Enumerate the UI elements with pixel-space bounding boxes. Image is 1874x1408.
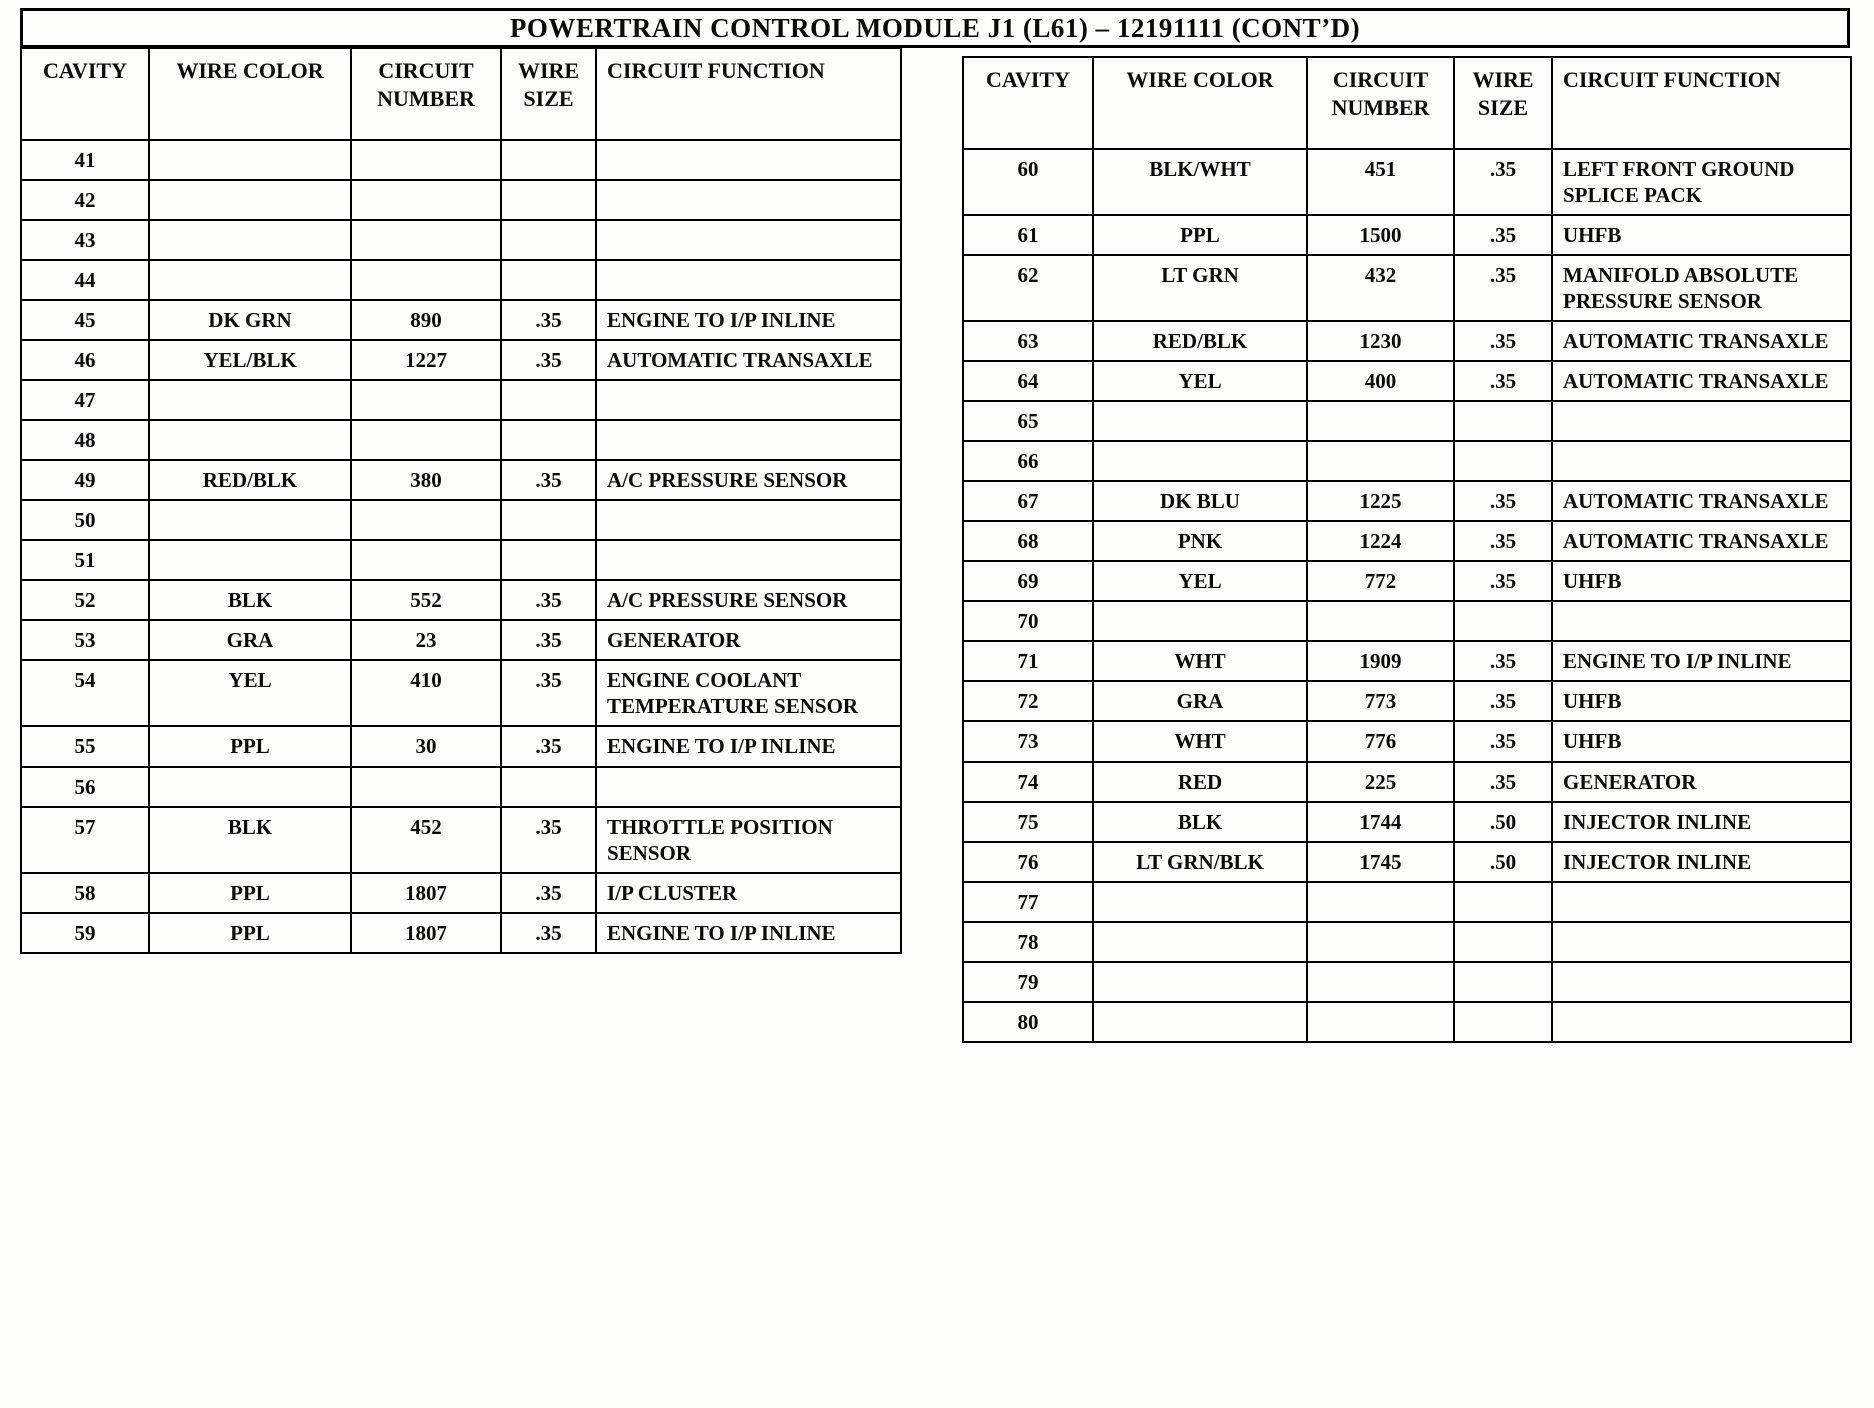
column-header: WIRE COLOR (1093, 57, 1307, 149)
cell-wire-size (501, 260, 596, 300)
cell-circuit-number: 772 (1307, 561, 1454, 601)
table-title: POWERTRAIN CONTROL MODULE J1 (L61) – 12191111 (CONT’D) (20, 8, 1850, 48)
cell-circuit-number: 1909 (1307, 641, 1454, 681)
cell-wire-size (1454, 922, 1552, 962)
cell-wire-color (149, 180, 351, 220)
cell-circuit-function: LEFT FRONT GROUND SPLICE PACK (1552, 149, 1851, 215)
cell-circuit-number (351, 140, 501, 180)
column-header: WIRE SIZE (1454, 57, 1552, 149)
cell-cavity: 61 (963, 215, 1093, 255)
table-row (963, 762, 1851, 802)
cell-circuit-number: 225 (1307, 762, 1454, 802)
table-row (21, 660, 901, 726)
table-row (21, 260, 901, 300)
table-row (963, 255, 1851, 321)
cell-circuit-function (596, 220, 901, 260)
table-row (963, 149, 1851, 215)
cell-circuit-function: THROTTLE POSITION SENSOR (596, 807, 901, 873)
cell-cavity: 46 (21, 340, 149, 380)
cell-wire-size: .35 (1454, 641, 1552, 681)
cell-wire-size: .50 (1454, 842, 1552, 882)
cell-wire-color: YEL/BLK (149, 340, 351, 380)
cell-circuit-number (1307, 1002, 1454, 1042)
cell-wire-size: .35 (501, 807, 596, 873)
cell-circuit-number: 1745 (1307, 842, 1454, 882)
cell-circuit-function (1552, 1002, 1851, 1042)
cell-circuit-function: I/P CLUSTER (596, 873, 901, 913)
table-row (21, 726, 901, 766)
cell-wire-size (501, 380, 596, 420)
cell-wire-color (149, 420, 351, 460)
cell-wire-color: PPL (149, 913, 351, 953)
cell-cavity: 56 (21, 767, 149, 807)
table-row (21, 620, 901, 660)
table-row (21, 180, 901, 220)
cell-circuit-number (1307, 922, 1454, 962)
cell-wire-size (501, 140, 596, 180)
cell-circuit-function: A/C PRESSURE SENSOR (596, 460, 901, 500)
cell-circuit-number: 1744 (1307, 802, 1454, 842)
cell-wire-size: .35 (1454, 721, 1552, 761)
cell-circuit-function: MANIFOLD ABSOLUTE PRESSURE SENSOR (1552, 255, 1851, 321)
cell-wire-color (149, 500, 351, 540)
cell-wire-size: .35 (501, 580, 596, 620)
cell-circuit-function: AUTOMATIC TRANSAXLE (596, 340, 901, 380)
cell-circuit-function: ENGINE TO I/P INLINE (596, 913, 901, 953)
cell-wire-color: PPL (149, 726, 351, 766)
cell-wire-color (1093, 922, 1307, 962)
cell-wire-size: .35 (501, 340, 596, 380)
cell-circuit-function: GENERATOR (1552, 762, 1851, 802)
cell-circuit-number (1307, 441, 1454, 481)
cell-wire-size (1454, 601, 1552, 641)
cell-circuit-function: UHFB (1552, 681, 1851, 721)
column-header: CIRCUIT NUMBER (351, 48, 501, 140)
cell-wire-size (1454, 1002, 1552, 1042)
cell-circuit-function: ENGINE TO I/P INLINE (596, 726, 901, 766)
cell-cavity: 74 (963, 762, 1093, 802)
cell-circuit-function: INJECTOR INLINE (1552, 842, 1851, 882)
cell-circuit-function: AUTOMATIC TRANSAXLE (1552, 361, 1851, 401)
cell-circuit-number: 776 (1307, 721, 1454, 761)
cell-cavity: 47 (21, 380, 149, 420)
cell-circuit-function: ENGINE COOLANT TEMPERATURE SENSOR (596, 660, 901, 726)
cell-circuit-number (1307, 882, 1454, 922)
cell-circuit-function (1552, 441, 1851, 481)
cell-cavity: 63 (963, 321, 1093, 361)
cell-circuit-number: 773 (1307, 681, 1454, 721)
cell-wire-color: GRA (1093, 681, 1307, 721)
cell-cavity: 53 (21, 620, 149, 660)
table-row (963, 601, 1851, 641)
table-row (21, 540, 901, 580)
cell-circuit-number (1307, 601, 1454, 641)
cell-circuit-number (1307, 962, 1454, 1002)
cell-wire-color (1093, 401, 1307, 441)
cell-cavity: 77 (963, 882, 1093, 922)
cell-cavity: 66 (963, 441, 1093, 481)
cell-wire-color: YEL (1093, 361, 1307, 401)
cell-circuit-number: 410 (351, 660, 501, 726)
cell-wire-size (501, 180, 596, 220)
cell-circuit-function: UHFB (1552, 721, 1851, 761)
header-row (963, 57, 1851, 149)
cell-circuit-function: ENGINE TO I/P INLINE (596, 300, 901, 340)
cell-circuit-number: 1230 (1307, 321, 1454, 361)
cell-circuit-number: 890 (351, 300, 501, 340)
cell-cavity: 57 (21, 807, 149, 873)
table-row (21, 807, 901, 873)
cell-wire-color (1093, 441, 1307, 481)
cell-wire-size: .35 (1454, 255, 1552, 321)
column-header: WIRE SIZE (501, 48, 596, 140)
cell-circuit-number: 432 (1307, 255, 1454, 321)
cell-wire-color: PPL (149, 873, 351, 913)
cell-cavity: 75 (963, 802, 1093, 842)
cell-circuit-function (596, 260, 901, 300)
cell-cavity: 45 (21, 300, 149, 340)
cell-wire-size: .35 (501, 620, 596, 660)
cell-wire-color: WHT (1093, 721, 1307, 761)
cell-wire-size: .35 (501, 873, 596, 913)
cell-circuit-function (596, 500, 901, 540)
cell-circuit-number: 1225 (1307, 481, 1454, 521)
table-row (21, 340, 901, 380)
cell-wire-size: .35 (1454, 681, 1552, 721)
table-row (963, 561, 1851, 601)
cell-wire-size: .35 (1454, 481, 1552, 521)
cell-wire-size (501, 220, 596, 260)
cell-circuit-number: 380 (351, 460, 501, 500)
column-header: CIRCUIT FUNCTION (596, 48, 901, 140)
cell-circuit-function: AUTOMATIC TRANSAXLE (1552, 321, 1851, 361)
cell-cavity: 60 (963, 149, 1093, 215)
cell-wire-color (149, 767, 351, 807)
cell-wire-color: PNK (1093, 521, 1307, 561)
cell-wire-size: .50 (1454, 802, 1552, 842)
cell-wire-color: BLK/WHT (1093, 149, 1307, 215)
cell-wire-size: .35 (501, 913, 596, 953)
cell-wire-color: RED (1093, 762, 1307, 802)
table-row (963, 681, 1851, 721)
cell-cavity: 52 (21, 580, 149, 620)
cell-circuit-function (596, 180, 901, 220)
cell-circuit-function (596, 540, 901, 580)
cell-circuit-number (351, 380, 501, 420)
cell-circuit-number: 30 (351, 726, 501, 766)
cell-wire-size: .35 (1454, 149, 1552, 215)
table-row (21, 767, 901, 807)
cell-wire-color: PPL (1093, 215, 1307, 255)
table-row (21, 380, 901, 420)
cell-wire-color (149, 260, 351, 300)
table-row (963, 481, 1851, 521)
cell-cavity: 41 (21, 140, 149, 180)
cell-cavity: 71 (963, 641, 1093, 681)
cell-cavity: 64 (963, 361, 1093, 401)
cell-wire-size (501, 500, 596, 540)
cell-wire-size (1454, 962, 1552, 1002)
table-row (963, 361, 1851, 401)
cell-wire-color: YEL (1093, 561, 1307, 601)
table-row (963, 641, 1851, 681)
cell-cavity: 44 (21, 260, 149, 300)
cell-circuit-number: 451 (1307, 149, 1454, 215)
cell-wire-size: .35 (1454, 521, 1552, 561)
cell-wire-color: DK BLU (1093, 481, 1307, 521)
cell-wire-color (149, 140, 351, 180)
cell-cavity: 79 (963, 962, 1093, 1002)
cell-cavity: 68 (963, 521, 1093, 561)
cell-cavity: 80 (963, 1002, 1093, 1042)
cell-wire-size: .35 (501, 460, 596, 500)
cell-cavity: 69 (963, 561, 1093, 601)
cell-circuit-function (596, 767, 901, 807)
table-row (21, 420, 901, 460)
right-pinout-table (962, 56, 1852, 1043)
cell-circuit-function: INJECTOR INLINE (1552, 802, 1851, 842)
cell-circuit-number (351, 220, 501, 260)
cell-wire-color: LT GRN (1093, 255, 1307, 321)
column-header: CAVITY (21, 48, 149, 140)
table-row (963, 215, 1851, 255)
cell-circuit-number: 1807 (351, 913, 501, 953)
cell-circuit-number: 452 (351, 807, 501, 873)
cell-cavity: 59 (21, 913, 149, 953)
cell-circuit-function (596, 140, 901, 180)
table-row (21, 580, 901, 620)
cell-circuit-number (351, 180, 501, 220)
table-row (21, 913, 901, 953)
cell-circuit-number: 1224 (1307, 521, 1454, 561)
cell-wire-size: .35 (1454, 321, 1552, 361)
cell-circuit-function: AUTOMATIC TRANSAXLE (1552, 521, 1851, 561)
cell-circuit-function: GENERATOR (596, 620, 901, 660)
cell-wire-size: .35 (1454, 762, 1552, 802)
cell-wire-color: RED/BLK (149, 460, 351, 500)
cell-cavity: 62 (963, 255, 1093, 321)
cell-circuit-function (1552, 922, 1851, 962)
cell-wire-color (1093, 601, 1307, 641)
cell-cavity: 42 (21, 180, 149, 220)
cell-cavity: 51 (21, 540, 149, 580)
table-row (21, 140, 901, 180)
table-row (963, 521, 1851, 561)
table-row (963, 882, 1851, 922)
column-header: CIRCUIT NUMBER (1307, 57, 1454, 149)
cell-wire-color: YEL (149, 660, 351, 726)
table-row (963, 842, 1851, 882)
cell-wire-color: WHT (1093, 641, 1307, 681)
cell-circuit-number: 1500 (1307, 215, 1454, 255)
cell-wire-color (149, 380, 351, 420)
cell-circuit-function: A/C PRESSURE SENSOR (596, 580, 901, 620)
cell-wire-size: .35 (1454, 561, 1552, 601)
cell-cavity: 58 (21, 873, 149, 913)
cell-wire-color: BLK (1093, 802, 1307, 842)
table-row (21, 460, 901, 500)
cell-wire-color: DK GRN (149, 300, 351, 340)
cell-wire-color: LT GRN/BLK (1093, 842, 1307, 882)
cell-wire-size: .35 (501, 660, 596, 726)
table-row (21, 500, 901, 540)
header-row (21, 48, 901, 140)
cell-wire-color: BLK (149, 807, 351, 873)
cell-circuit-number (351, 260, 501, 300)
cell-cavity: 48 (21, 420, 149, 460)
cell-circuit-function (1552, 401, 1851, 441)
cell-circuit-number (351, 420, 501, 460)
table-row (963, 401, 1851, 441)
column-header: CIRCUIT FUNCTION (1552, 57, 1851, 149)
table-row (21, 220, 901, 260)
cell-wire-color (1093, 882, 1307, 922)
cell-wire-color (149, 220, 351, 260)
cell-cavity: 76 (963, 842, 1093, 882)
table-row (963, 321, 1851, 361)
table-row (963, 441, 1851, 481)
cell-cavity: 50 (21, 500, 149, 540)
cell-circuit-function: UHFB (1552, 561, 1851, 601)
cell-circuit-function (1552, 962, 1851, 1002)
cell-circuit-function: AUTOMATIC TRANSAXLE (1552, 481, 1851, 521)
cell-circuit-number (351, 540, 501, 580)
cell-wire-color (149, 540, 351, 580)
cell-wire-size (501, 420, 596, 460)
cell-wire-size: .35 (501, 300, 596, 340)
cell-cavity: 67 (963, 481, 1093, 521)
cell-cavity: 55 (21, 726, 149, 766)
table-row (963, 802, 1851, 842)
cell-wire-color (1093, 1002, 1307, 1042)
cell-cavity: 70 (963, 601, 1093, 641)
column-header: WIRE COLOR (149, 48, 351, 140)
cell-cavity: 43 (21, 220, 149, 260)
table-row (963, 922, 1851, 962)
cell-wire-size (501, 767, 596, 807)
cell-cavity: 54 (21, 660, 149, 726)
cell-wire-color: GRA (149, 620, 351, 660)
cell-wire-size: .35 (1454, 215, 1552, 255)
table-row (21, 873, 901, 913)
cell-wire-size: .35 (1454, 361, 1552, 401)
cell-wire-color (1093, 962, 1307, 1002)
cell-wire-size (501, 540, 596, 580)
cell-circuit-number: 23 (351, 620, 501, 660)
cell-circuit-number (1307, 401, 1454, 441)
cell-circuit-function: ENGINE TO I/P INLINE (1552, 641, 1851, 681)
table-row (21, 300, 901, 340)
cell-circuit-function (596, 380, 901, 420)
cell-circuit-number: 1227 (351, 340, 501, 380)
table-row (963, 721, 1851, 761)
cell-wire-color: RED/BLK (1093, 321, 1307, 361)
cell-wire-color: BLK (149, 580, 351, 620)
cell-cavity: 49 (21, 460, 149, 500)
cell-circuit-number: 400 (1307, 361, 1454, 401)
cell-cavity: 65 (963, 401, 1093, 441)
cell-wire-size (1454, 882, 1552, 922)
left-pinout-table (20, 47, 902, 954)
table-row (963, 962, 1851, 1002)
cell-circuit-number (351, 500, 501, 540)
cell-circuit-function (596, 420, 901, 460)
cell-circuit-function: UHFB (1552, 215, 1851, 255)
cell-circuit-number: 552 (351, 580, 501, 620)
cell-cavity: 78 (963, 922, 1093, 962)
cell-circuit-number (351, 767, 501, 807)
cell-circuit-function (1552, 882, 1851, 922)
cell-cavity: 72 (963, 681, 1093, 721)
cell-cavity: 73 (963, 721, 1093, 761)
cell-wire-size: .35 (501, 726, 596, 766)
cell-wire-size (1454, 401, 1552, 441)
table-row (963, 1002, 1851, 1042)
cell-circuit-number: 1807 (351, 873, 501, 913)
column-header: CAVITY (963, 57, 1093, 149)
cell-circuit-function (1552, 601, 1851, 641)
cell-wire-size (1454, 441, 1552, 481)
